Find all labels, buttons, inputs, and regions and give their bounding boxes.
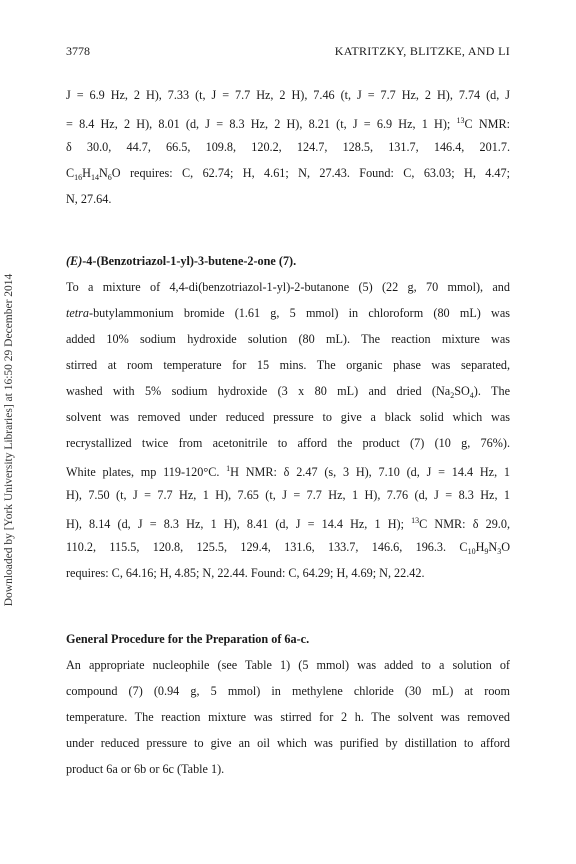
text-line: added 10% sodium hydroxide solution (80 mL). The reaction mixture was bbox=[66, 332, 510, 346]
text-line: White plates, mp 119-120°C. $^1$H NMR: δ 2.47 (s, 3 H), 7.10 (d, J = 14.4 Hz, 1 bbox=[66, 464, 511, 479]
text-line: H), 8.14 (d, J = 8.3 Hz, 1 H), 8.41 (d, J = 14.4 Hz, 1 H); $^{13}$C NMR: δ 29.0, bbox=[66, 516, 510, 531]
nmr-data-paragraph bbox=[66, 82, 510, 212]
text-line: H), 7.50 (t, J = 7.7 Hz, 1 H), 7.65 (t, J = 7.7 Hz, 1 H), 7.76 (d, J = 8.3 Hz, 1 bbox=[66, 488, 510, 502]
text-line: washed with 5% sodium hydroxide (3 x 80 mL) and dried $(Na_2SO_4)$. The bbox=[66, 384, 510, 400]
text-line: under reduced pressure to give an oil which was purified by distillation to afford bbox=[66, 736, 510, 750]
general-procedure-paragraph bbox=[66, 652, 510, 782]
text-line: An appropriate nucleophile (see Table 1) (5 mmol) was added to a solution of bbox=[66, 658, 510, 672]
section-heading-general-procedure: General Procedure for the Preparation of 6a-c. bbox=[66, 632, 310, 646]
text-line: tetra-butylammonium bromide (1.61 g, 5 mmol) in chloroform (80 mL) was bbox=[66, 306, 510, 320]
download-note: Downloaded by [York University Libraries] at 16:50 29 December 2014 bbox=[3, 273, 15, 607]
text-line: N, 27.64. bbox=[66, 192, 112, 206]
text-line: 110.2, 115.5, 120.8, 125.5, 129.4, 131.6, 133.7, 146.6, 196.3. $C_{10}H_9N_3O$ bbox=[66, 540, 510, 556]
text-line: solvent was removed under reduced pressure to give a black solid which was bbox=[66, 410, 510, 424]
page-body bbox=[66, 82, 510, 782]
text-line: = 8.4 Hz, 2 H), 8.01 (d, J = 8.3 Hz, 2 H), 8.21 (t, J = 6.9 Hz, 1 H); $^{13}$C NMR: bbox=[66, 116, 510, 131]
text-line: δ 30.0, 44.7, 66.5, 109.8, 120.2, 124.7, 128.5, 131.7, 146.4, 201.7. bbox=[66, 140, 510, 154]
text-line: product 6a or 6b or 6c (Table 1). bbox=[66, 762, 225, 776]
text-line: $C_{16}H_{14}N_6O$ requires: C, 62.74; H, 4.61; N, 27.43. Found: C, 63.03; H, 4.47; bbox=[66, 166, 510, 182]
compound-7-paragraph bbox=[66, 274, 510, 586]
page-number: 3778 bbox=[66, 44, 90, 58]
download-watermark bbox=[1, 230, 17, 650]
running-head-authors: KATRITZKY, BLITZKE, AND LI bbox=[334, 44, 510, 58]
section-heading-compound-7: (E)-4-(Benzotriazol-1-yl)-3-butene-2-one (7). bbox=[66, 254, 297, 268]
text-line: temperature. The reaction mixture was stirred for 2 h. The solvent was removed bbox=[66, 710, 510, 724]
text-line: compound (7) (0.94 g, 5 mmol) in methylene chloride (30 mL) at room bbox=[66, 684, 510, 698]
running-header bbox=[66, 44, 510, 60]
text-line: To a mixture of 4,4-di(benzotriazol-1-yl)-2-butanone (5) (22 g, 70 mmol), and bbox=[66, 280, 510, 294]
text-line: J = 6.9 Hz, 2 H), 7.33 (t, J = 7.7 Hz, 2 H), 7.46 (t, J = 7.7 Hz, 2 H), 7.74 (d, J bbox=[66, 88, 510, 102]
text-line: requires: C, 64.16; H, 4.85; N, 22.44. Found: C, 64.29; H, 4.69; N, 22.42. bbox=[66, 566, 425, 580]
text-line: stirred at room temperature for 15 mins. The organic phase was separated, bbox=[66, 358, 510, 372]
text-line: recrystallized twice from acetonitrile to afford the product (7) (10 g, 76%). bbox=[66, 436, 510, 450]
